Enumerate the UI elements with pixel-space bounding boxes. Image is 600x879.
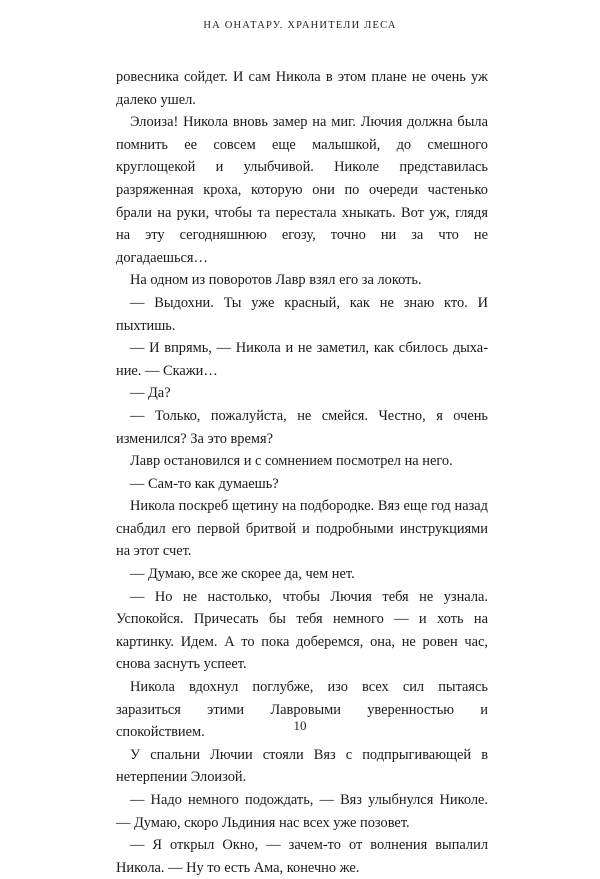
paragraph: — Думаю, все же скорее да, чем нет. [130, 566, 355, 583]
paragraph: Никола поскреб щетину на подбородке. Вяз еще год назад снабдил его первой бритвой и подробными инструкциями на этот счет. [116, 498, 488, 560]
paragraph: Никола вдохнул поглубже, изо всех сил пытаясь заразиться этими Лавровыми уверенностью и спокойствием. [116, 679, 488, 741]
paragraph: — Сам-то как думаешь? [130, 475, 279, 492]
paragraph: На одном из поворотов Лавр взял его за локоть. [130, 272, 422, 289]
paragraph: — Надо немного подождать, — Вяз улыбнулся Николе. — Думаю, скоро Льдиния нас всех уже позовет. [116, 792, 488, 831]
paragraph: У спальни Лючии стояли Вяз с подпрыгивающей в нетерпении Элоизой. [116, 746, 488, 786]
paragraph: — И впрямь, — Никола и не заметил, как сбилось дыхание. — Скажи… [116, 340, 488, 379]
body-text [116, 66, 488, 879]
paragraph: — Да? [130, 385, 171, 402]
page-number: 10 [293, 718, 307, 733]
paragraph: Элоиза! Никола вновь замер на миг. Лючия должна была помнить ее совсем еще малышкой, до смешного круглощекой и улыбчивой. Николе представилась разряженная кроха, которую они по очереди частенько брали на руки, чтобы та перестала хныкать. Вот уж, глядя на эту сегодняшнюю егозу, точно ни за что не догадаешься… [116, 114, 488, 266]
paragraph: — Я открыл Окно, — зачем-то от волнения выпалил Никола. — Ну то есть Ама, конечно же. [116, 837, 488, 876]
paragraph: Лавр остановился и с сомнением посмотрел на него. [130, 453, 453, 470]
paragraph: — Выдохни. Ты уже красный, как не знаю кто. И пыхтишь. [116, 294, 488, 334]
paragraph: — Но не настолько, чтобы Лючия тебя не узнала. Успокойся. Причесать бы тебя немного — и хоть на картинку. Идем. А то пока доберемся, она, не ровен час, снова заснуть успеет. [116, 588, 488, 673]
paragraph: ровесника сойдет. И сам Никола в этом плане не очень уж далеко ушел. [116, 69, 488, 108]
running-header: НА ОНАТАРУ. ХРАНИТЕЛИ ЛЕСА [203, 20, 397, 31]
paragraph: — Только, пожалуйста, не смейся. Честно, я очень изменился? За это время? [116, 407, 488, 447]
